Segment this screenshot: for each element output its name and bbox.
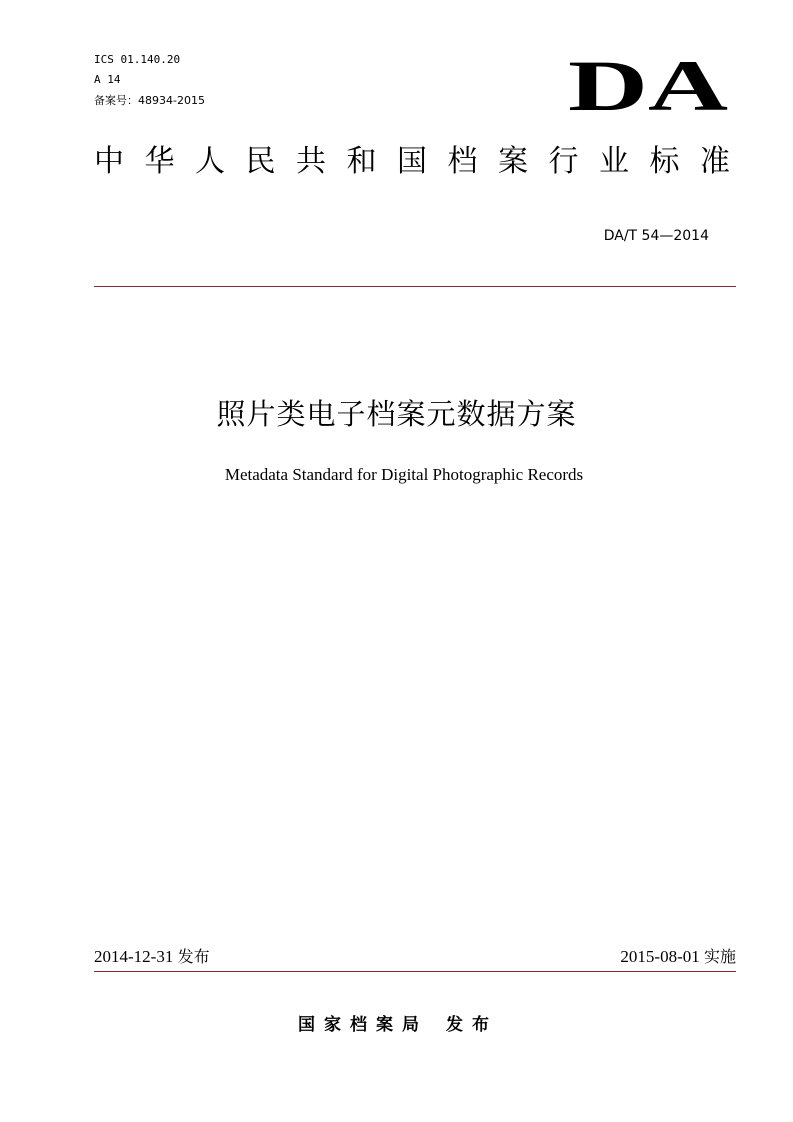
ics-code: ICS 01.140.20 — [94, 53, 181, 66]
issue-date-label: 发布 — [177, 947, 210, 966]
classification-code: A 14 — [94, 73, 121, 86]
standard-title-char: 准 — [700, 144, 730, 179]
issue-date — [94, 946, 210, 968]
da-logo — [568, 50, 730, 116]
record-number: 备案号：48934-2015 — [94, 94, 205, 107]
standard-title-char: 民 — [245, 144, 276, 179]
publisher-line — [298, 1013, 498, 1037]
document-subtitle-english: Metadata Standard for Digital Photographic Records — [224, 465, 584, 484]
standard-code: DA/T 54—2014 — [603, 228, 709, 244]
svg-text:DA: DA — [568, 50, 728, 116]
standard-title-char: 人 — [195, 144, 225, 179]
standard-title-char: 国 — [397, 144, 427, 179]
publisher-action: 发布 — [446, 1015, 498, 1035]
standard-title-char: 和 — [346, 144, 377, 179]
standard-title-char: 案 — [498, 144, 528, 179]
standard-category-title — [94, 140, 730, 184]
standard-title-char: 标 — [649, 144, 680, 179]
standard-title-char: 业 — [599, 144, 629, 179]
document-title: 照片类电子档案元数据方案 — [216, 397, 577, 431]
standard-title-char: 中 — [94, 144, 124, 179]
implementation-date-label: 实施 — [703, 947, 736, 966]
bottom-divider — [94, 971, 736, 972]
implementation-date-value: 2015-08-01 — [620, 947, 700, 966]
standard-title-char: 档 — [447, 144, 478, 179]
standard-title-char: 华 — [144, 144, 175, 179]
standard-title-char: 行 — [548, 144, 579, 179]
top-divider — [94, 286, 736, 287]
implementation-date — [620, 946, 736, 968]
publisher-name: 国家档案局 — [298, 1015, 428, 1035]
issue-date-value: 2014-12-31 — [94, 947, 174, 966]
standard-title-char: 共 — [296, 144, 326, 179]
